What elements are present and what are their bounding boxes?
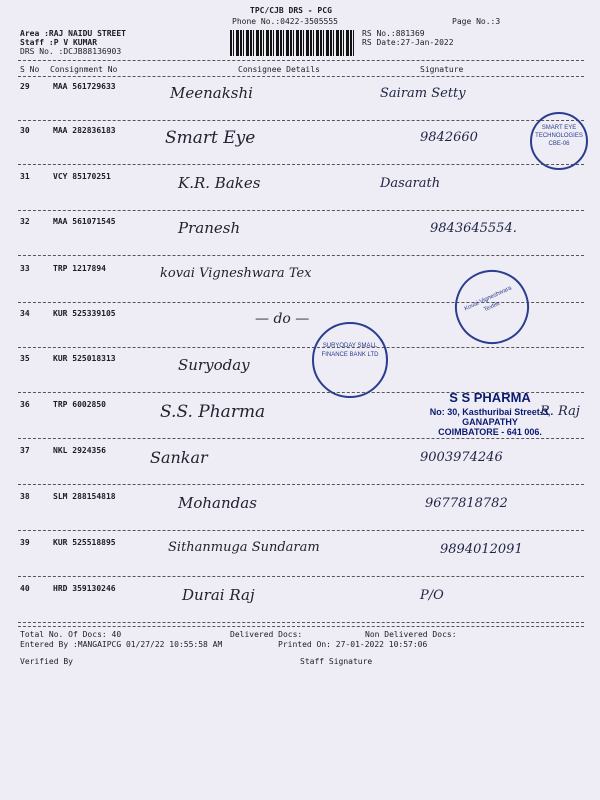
area-label: Area :RAJ NAIDU STREET: [20, 29, 126, 38]
row-signature: R. Raj: [540, 404, 580, 419]
page-number: Page No.:3: [452, 17, 501, 26]
row-consignment: HRD 359130246: [53, 584, 116, 593]
row-signature: 9003974246: [420, 450, 503, 465]
row-signature: Sairam Setty: [380, 86, 466, 101]
row-sno: 30: [20, 126, 30, 135]
row-consignee: S.S. Pharma: [160, 402, 266, 422]
row-consignment: KUR 525518895: [53, 538, 116, 547]
row-sno: 37: [20, 446, 30, 455]
verified-by: Verified By: [20, 657, 73, 666]
row-consignee: Durai Raj: [182, 586, 255, 604]
row-divider: [18, 438, 584, 439]
row-consignee: kovai Vigneshwara Tex: [160, 266, 312, 281]
footer-divider: [18, 626, 584, 627]
row-divider: [18, 255, 584, 256]
total-docs: Total No. Of Docs: 40: [20, 630, 122, 639]
phone-number: Phone No.:0422-3505555: [232, 17, 338, 26]
row-sno: 38: [20, 492, 30, 501]
pharma-stamp: S S PHARMA No: 30, Kasthuribai Street-3, GANAPATHY COIMBATORE - 641 006.: [429, 390, 551, 437]
entered-by: Entered By :MANGAIPCG 01/27/22 10:55:58 AM: [20, 640, 223, 649]
barcode-icon: [230, 30, 355, 56]
row-sno: 34: [20, 309, 30, 318]
row-consignment: TRP 6002850: [53, 400, 106, 409]
columns-divider: [18, 76, 584, 77]
printed-on: Printed On: 27-01-2022 10:57:06: [278, 640, 428, 649]
vigneshwara-stamp: Kovai Vigneshwara Textile: [443, 258, 541, 356]
row-divider: [18, 164, 584, 165]
row-sno: 29: [20, 82, 30, 91]
row-signature: 9894012091: [440, 542, 523, 557]
row-consignment: MAA 561729633: [53, 82, 116, 91]
staff-signature: Staff Signature: [300, 657, 373, 666]
suryoday-stamp: SURYODAY SMALL FINANCE BANK LTD: [312, 322, 388, 398]
rs-number: RS No.:881369: [362, 29, 425, 38]
row-sno: 33: [20, 264, 30, 273]
row-consignee: K.R. Bakes: [178, 174, 261, 192]
col-signature: Signature: [420, 65, 464, 74]
non-delivered-docs: Non Delivered Docs:: [365, 630, 457, 639]
document-title: TPC/CJB DRS - PCG: [250, 6, 332, 15]
row-divider: [18, 530, 584, 531]
row-consignment: MAA 561071545: [53, 217, 116, 226]
row-sno: 32: [20, 217, 30, 226]
row-divider: [18, 576, 584, 577]
row-consignment: SLM 288154818: [53, 492, 116, 501]
row-consignment: MAA 282836183: [53, 126, 116, 135]
row-divider: [18, 622, 584, 623]
smart-eye-stamp: SMART EYE TECHNOLOGIES CBE-06: [530, 112, 588, 170]
row-consignee: Smart Eye: [165, 128, 256, 148]
row-consignee: Mohandas: [178, 494, 257, 512]
row-signature: 9843645554.: [430, 221, 517, 236]
rs-date: RS Date:27-Jan-2022: [362, 38, 454, 47]
col-consignee: Consignee Details: [238, 65, 320, 74]
row-sno: 40: [20, 584, 30, 593]
row-sno: 39: [20, 538, 30, 547]
row-consignee: Suryoday: [178, 356, 250, 374]
delivered-docs: Delivered Docs:: [230, 630, 303, 639]
row-consignee: Pranesh: [178, 219, 241, 237]
row-signature: Dasarath: [380, 176, 441, 191]
row-consignee: — do —: [255, 311, 310, 327]
row-consignment: TRP 1217894: [53, 264, 106, 273]
row-consignment: VCY 85170251: [53, 172, 111, 181]
row-signature: 9842660: [420, 130, 478, 145]
row-consignment: KUR 525339105: [53, 309, 116, 318]
row-sno: 35: [20, 354, 30, 363]
row-consignee: Sithanmuga Sundaram: [168, 540, 320, 555]
col-consignment: Consignment No: [50, 65, 118, 74]
row-consignee: Sankar: [150, 448, 208, 467]
row-sno: 36: [20, 400, 30, 409]
staff-label: Staff :P V KUMAR: [20, 38, 98, 47]
row-divider: [18, 210, 584, 211]
row-divider: [18, 484, 584, 485]
row-signature: P/O: [420, 588, 444, 603]
header-divider: [18, 60, 584, 61]
row-divider: [18, 120, 584, 121]
row-sno: 31: [20, 172, 30, 181]
row-consignment: KUR 525018313: [53, 354, 116, 363]
drs-number: DRS No. :DCJB88136903: [20, 47, 122, 56]
row-signature: 9677818782: [425, 496, 508, 511]
row-divider: [18, 347, 584, 348]
col-sno: S No: [20, 65, 40, 74]
row-consignment: NKL 2924356: [53, 446, 106, 455]
row-consignee: Meenakshi: [170, 84, 253, 102]
